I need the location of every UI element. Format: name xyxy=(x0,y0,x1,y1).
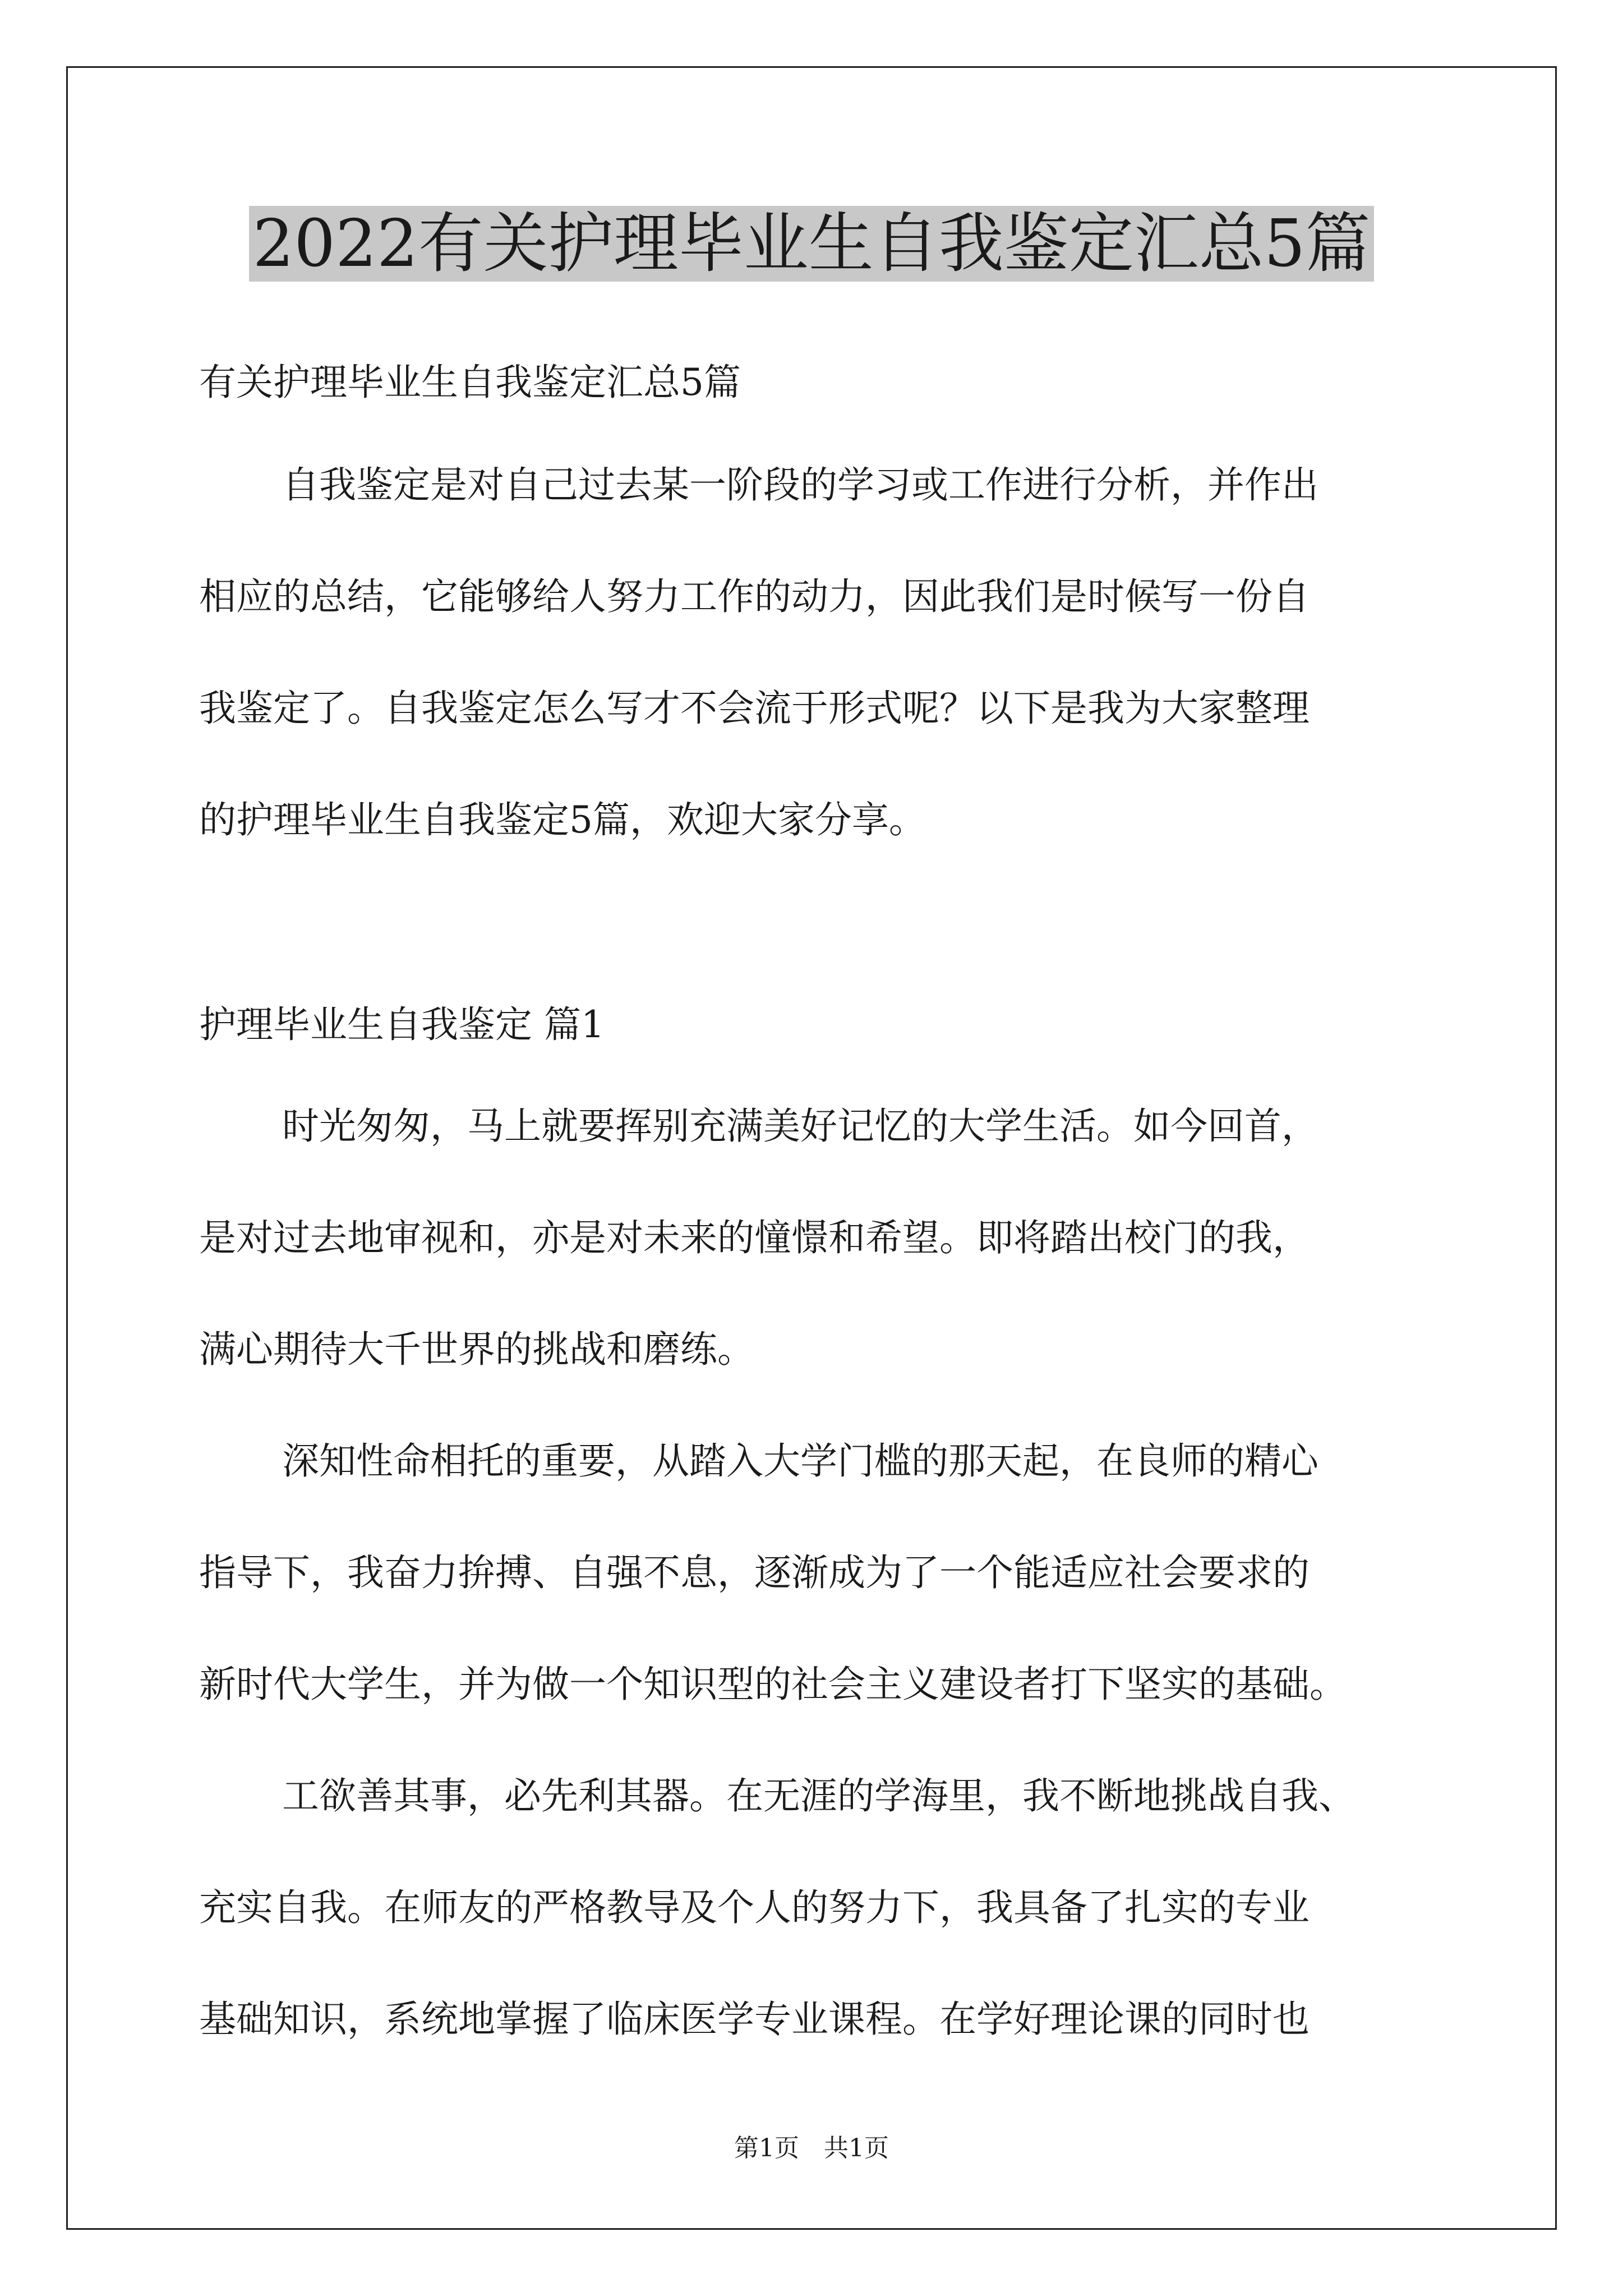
paragraph-line: 时光匆匆，马上就要挥别充满美好记忆的大学生活。如今回首， xyxy=(282,1105,1318,1148)
paragraph-line: 充实自我。在师友的严格教导及个人的努力下，我具备了扎实的专业 xyxy=(199,1886,1310,1929)
section-heading: 护理毕业生自我鉴定 篇1 xyxy=(199,1003,605,1046)
paragraph-line: 深知性命相托的重要，从踏入大学门槛的那天起，在良师的精心 xyxy=(282,1439,1318,1483)
paragraph-line: 自我鉴定是对自己过去某一阶段的学习或工作进行分析，并作出 xyxy=(282,463,1318,507)
document-title xyxy=(0,199,1623,289)
paragraph-line: 相应的总结，它能够给人努力工作的动力，因此我们是时候写一份自 xyxy=(199,575,1310,618)
subtitle-line: 有关护理毕业生自我鉴定汇总5篇 xyxy=(199,361,741,404)
paragraph-line: 的护理毕业生自我鉴定5篇，欢迎大家分享。 xyxy=(199,798,926,841)
paragraph-line: 指导下，我奋力拚搏、自强不息，逐渐成为了一个能适应社会要求的 xyxy=(199,1551,1310,1594)
paragraph-line: 基础知识，系统地掌握了临床医学专业课程。在学好理论课的同时也 xyxy=(199,1998,1310,2041)
paragraph-line: 是对过去地审视和，亦是对未来的憧憬和希望。即将踏出校门的我， xyxy=(199,1216,1310,1259)
page-footer: 第1页 共1页 xyxy=(734,2134,889,2162)
paragraph-line: 工欲善其事，必先利其器。在无涯的学海里，我不断地挑战自我、 xyxy=(282,1774,1355,1818)
paragraph-line: 我鉴定了。自我鉴定怎么写才不会流于形式呢？以下是我为大家整理 xyxy=(199,687,1310,730)
paragraph-line: 满心期待大千世界的挑战和磨练。 xyxy=(199,1328,754,1371)
paragraph-line: 新时代大学生，并为做一个知识型的社会主义建设者打下坚实的基础。 xyxy=(199,1663,1347,1706)
document-title-text: 2022有关护理毕业生自我鉴定汇总5篇 xyxy=(249,206,1373,282)
